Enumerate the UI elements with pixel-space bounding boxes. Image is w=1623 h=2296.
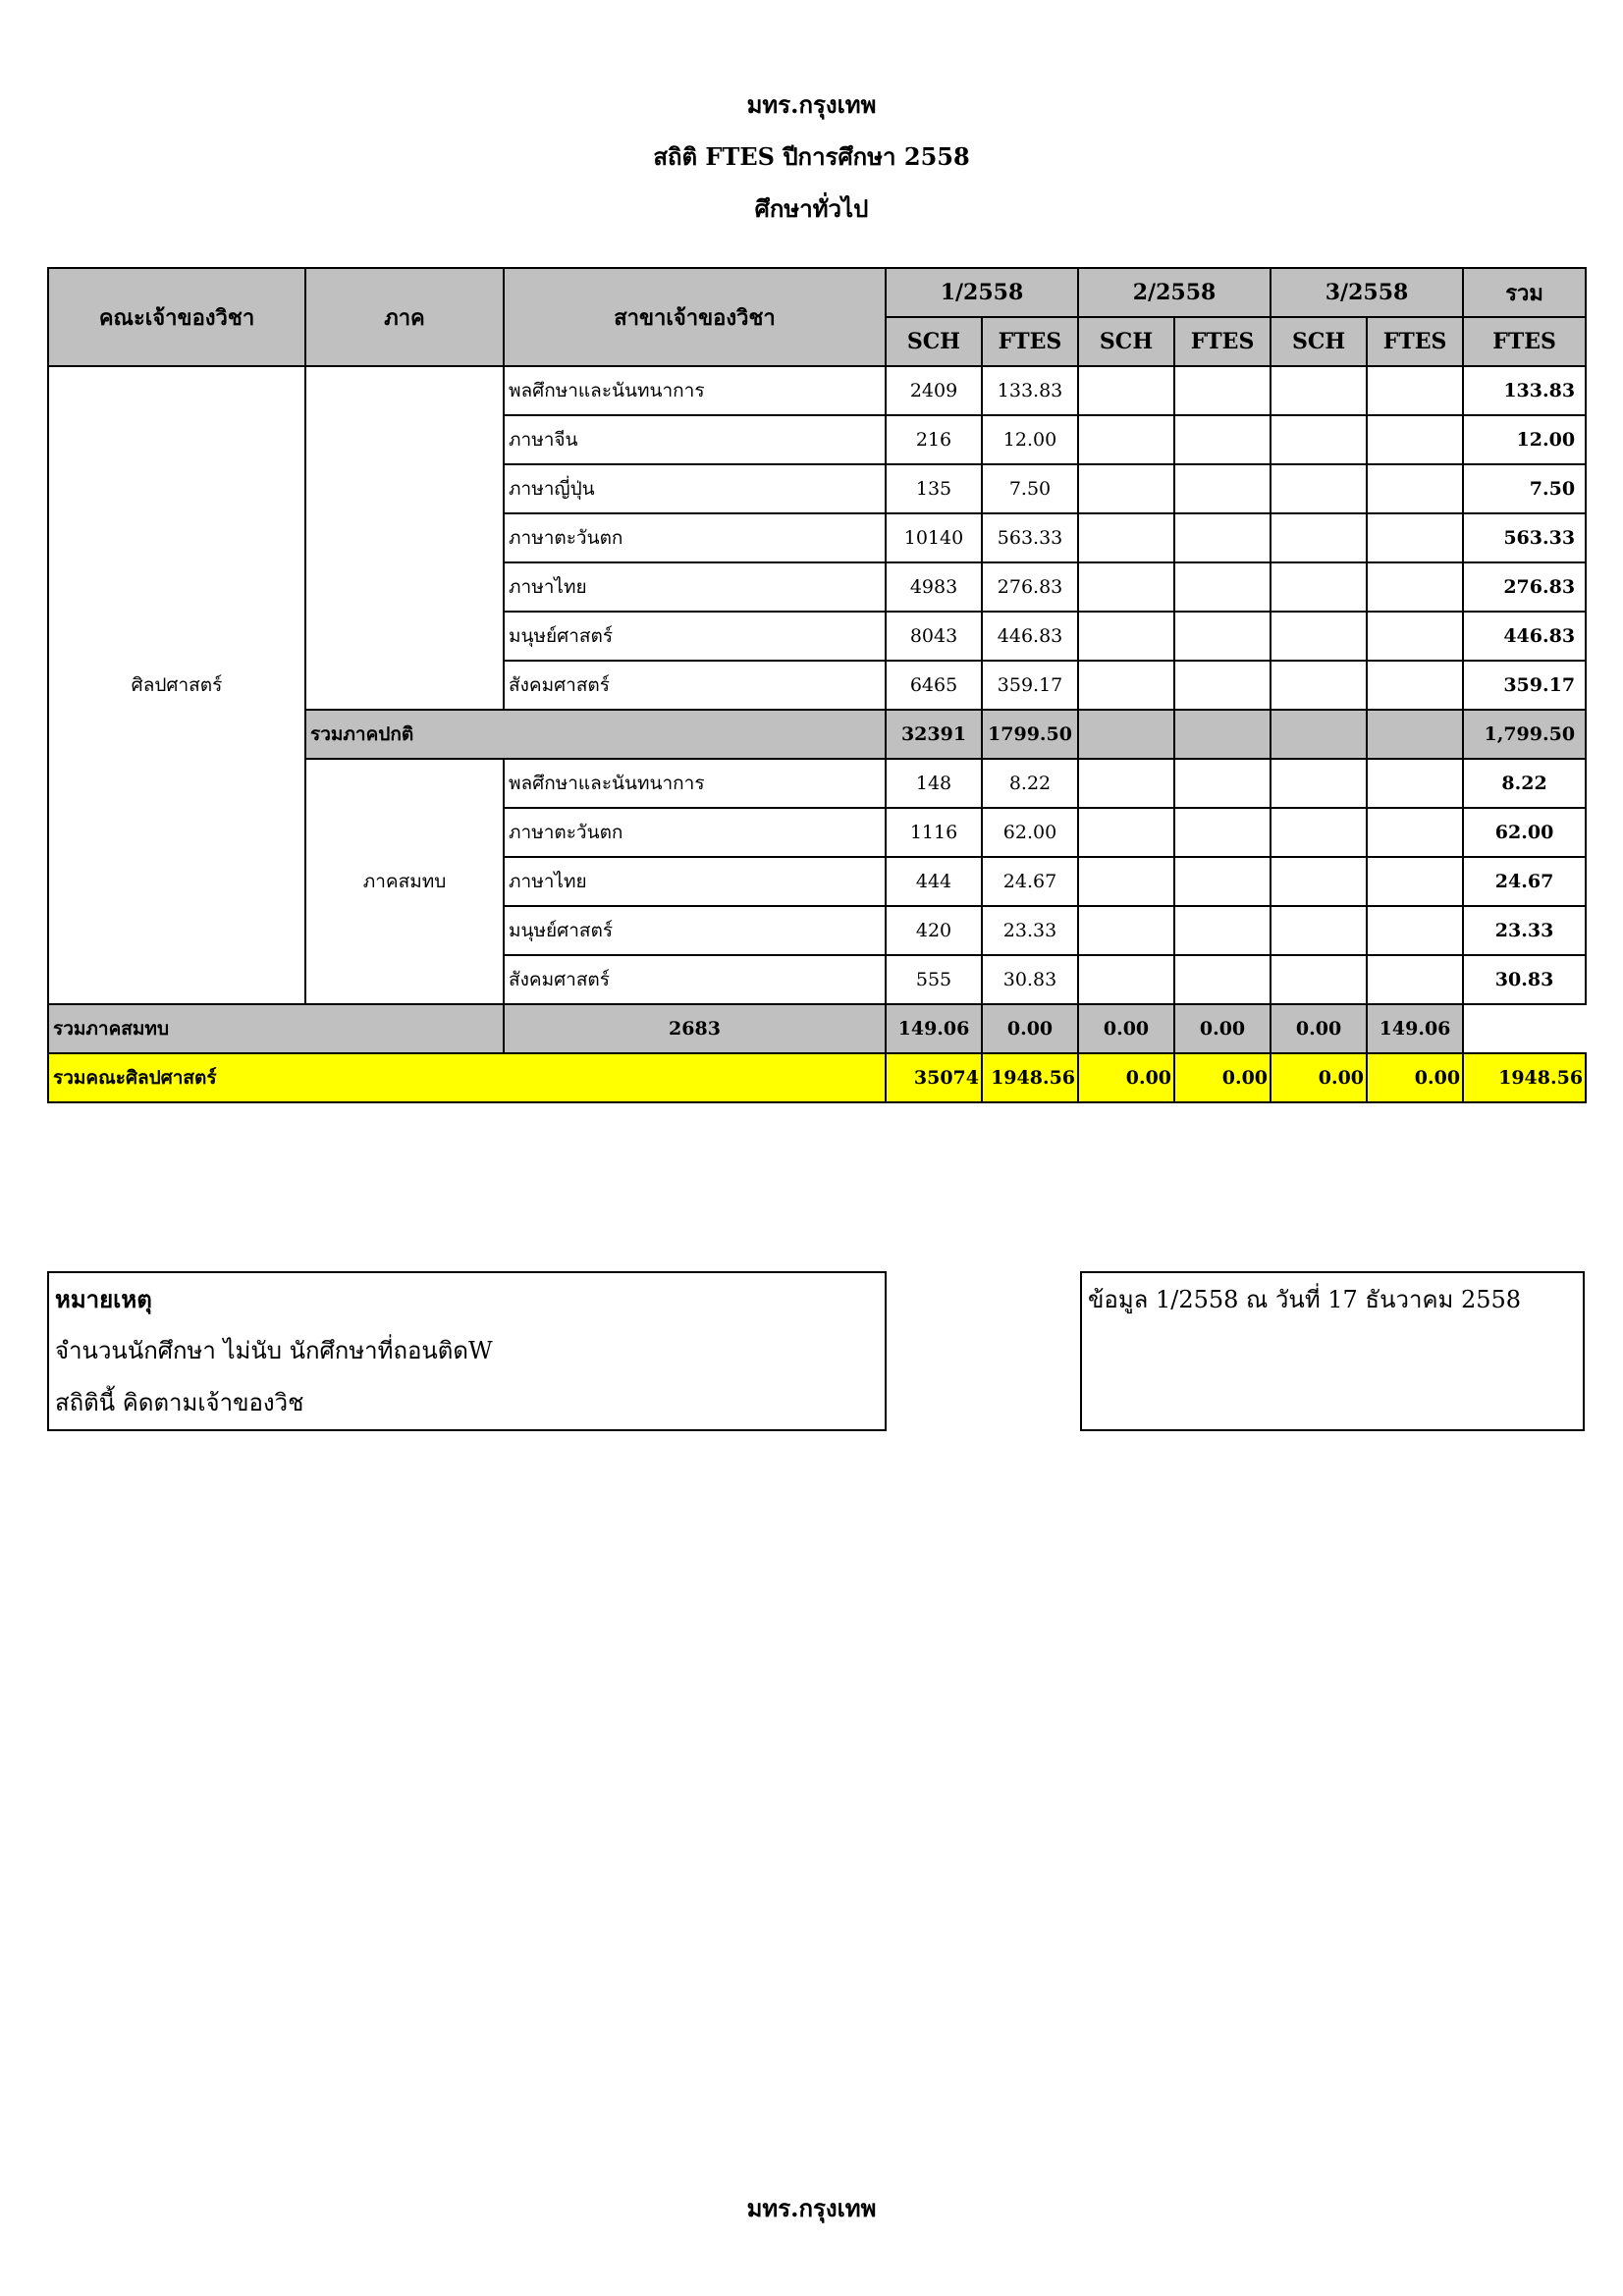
special-total-label: รวมภาคสมทบ bbox=[48, 1004, 504, 1053]
faculty-total-ftes: 1948.56 bbox=[982, 1053, 1078, 1102]
notes-line-2: สถิตินี้ คิดตามเจ้าของวิช bbox=[55, 1389, 304, 1416]
regular-total-sum: 1,799.50 bbox=[1463, 710, 1586, 759]
sch-value: 1116 bbox=[886, 808, 982, 857]
total-ftes-value: 446.83 bbox=[1463, 612, 1586, 661]
branch-name: ภาษาตะวันตก bbox=[504, 513, 886, 562]
ftes-value: 359.17 bbox=[982, 661, 1078, 710]
special-total-sch2: 0.00 bbox=[982, 1004, 1078, 1053]
branch-name: ภาษาไทย bbox=[504, 562, 886, 612]
branch-name: สังคมศาสตร์ bbox=[504, 955, 886, 1004]
total-ftes-value: 276.83 bbox=[1463, 562, 1586, 612]
special-total-sum: 149.06 bbox=[1367, 1004, 1463, 1053]
col-header-sch-3: SCH bbox=[1271, 317, 1367, 366]
faculty-total-sum: 1948.56 bbox=[1463, 1053, 1586, 1102]
special-section-name: ภาคสมทบ bbox=[305, 759, 504, 1004]
header-institution: มทร.กรุงเทพ bbox=[746, 90, 877, 119]
sch-value: 135 bbox=[886, 464, 982, 513]
col-header-total: รวม bbox=[1463, 268, 1586, 317]
total-ftes-value: 12.00 bbox=[1463, 415, 1586, 464]
branch-name: ภาษาจีน bbox=[504, 415, 886, 464]
faculty-total-row bbox=[48, 1053, 1586, 1102]
data-date-text: ข้อมูล 1/2558 ณ วันที่ 17 ธันวาคม 2558 bbox=[1088, 1286, 1522, 1313]
faculty-name: ศิลปศาสตร์ bbox=[48, 366, 305, 1004]
sch-value: 2409 bbox=[886, 366, 982, 415]
table-row bbox=[48, 366, 1586, 415]
header-subtitle: ศึกษาทั่วไป bbox=[754, 194, 869, 223]
ftes-value: 12.00 bbox=[982, 415, 1078, 464]
ftes-value: 7.50 bbox=[982, 464, 1078, 513]
branch-name: มนุษย์ศาสตร์ bbox=[504, 906, 886, 955]
sch-value: 148 bbox=[886, 759, 982, 808]
ftes-value: 62.00 bbox=[982, 808, 1078, 857]
faculty-total-ftes2: 0.00 bbox=[1174, 1053, 1271, 1102]
ftes-value: 30.83 bbox=[982, 955, 1078, 1004]
notes-title: หมายเหตุ bbox=[55, 1285, 152, 1313]
col-header-branch: สาขาเจ้าของวิชา bbox=[504, 268, 886, 366]
regular-section-cell bbox=[305, 366, 504, 710]
sch-value: 555 bbox=[886, 955, 982, 1004]
col-header-ftes-3: FTES bbox=[1367, 317, 1463, 366]
sch-value: 420 bbox=[886, 906, 982, 955]
col-header-ftes-1: FTES bbox=[982, 317, 1078, 366]
special-total-ftes3: 0.00 bbox=[1271, 1004, 1367, 1053]
faculty-total-sch: 35074 bbox=[886, 1053, 982, 1102]
total-ftes-value: 24.67 bbox=[1463, 857, 1586, 906]
special-total-row bbox=[48, 1004, 1586, 1053]
ftes-value: 446.83 bbox=[982, 612, 1078, 661]
branch-name: ภาษาญี่ปุ่น bbox=[504, 464, 886, 513]
footer-institution: มทร.กรุงเทพ bbox=[746, 2194, 877, 2222]
col-header-ftes-2: FTES bbox=[1174, 317, 1271, 366]
total-ftes-value: 7.50 bbox=[1463, 464, 1586, 513]
branch-name: มนุษย์ศาสตร์ bbox=[504, 612, 886, 661]
sch-value: 10140 bbox=[886, 513, 982, 562]
special-total-ftes: 149.06 bbox=[886, 1004, 982, 1053]
col-header-term3: 3/2558 bbox=[1271, 268, 1463, 317]
total-ftes-value: 30.83 bbox=[1463, 955, 1586, 1004]
branch-name: พลศึกษาและนันทนาการ bbox=[504, 366, 886, 415]
total-ftes-value: 62.00 bbox=[1463, 808, 1586, 857]
notes-box bbox=[47, 1271, 887, 1431]
col-header-sch-2: SCH bbox=[1078, 317, 1174, 366]
ftes-value: 133.83 bbox=[982, 366, 1078, 415]
col-header-term1: 1/2558 bbox=[886, 268, 1078, 317]
total-ftes-value: 23.33 bbox=[1463, 906, 1586, 955]
col-header-sch-1: SCH bbox=[886, 317, 982, 366]
branch-name: สังคมศาสตร์ bbox=[504, 661, 886, 710]
total-ftes-value: 133.83 bbox=[1463, 366, 1586, 415]
regular-total-label: รวมภาคปกติ bbox=[305, 710, 886, 759]
col-header-total-ftes: FTES bbox=[1463, 317, 1586, 366]
branch-name: พลศึกษาและนันทนาการ bbox=[504, 759, 886, 808]
notes-line-1: จำนวนนักศึกษา ไม่นับ นักศึกษาที่ถอนติดW bbox=[55, 1337, 493, 1364]
total-ftes-value: 359.17 bbox=[1463, 661, 1586, 710]
ftes-value: 563.33 bbox=[982, 513, 1078, 562]
special-total-sch: 2683 bbox=[504, 1004, 886, 1053]
branch-name: ภาษาตะวันตก bbox=[504, 808, 886, 857]
data-date-box bbox=[1080, 1271, 1585, 1431]
col-header-section: ภาค bbox=[305, 268, 504, 366]
faculty-total-sch3: 0.00 bbox=[1271, 1053, 1367, 1102]
regular-total-sch: 32391 bbox=[886, 710, 982, 759]
sch-value: 8043 bbox=[886, 612, 982, 661]
ftes-value: 276.83 bbox=[982, 562, 1078, 612]
sch-value: 6465 bbox=[886, 661, 982, 710]
sch-value: 216 bbox=[886, 415, 982, 464]
sch-value: 4983 bbox=[886, 562, 982, 612]
special-total-sch3: 0.00 bbox=[1174, 1004, 1271, 1053]
ftes-value: 23.33 bbox=[982, 906, 1078, 955]
ftes-value: 8.22 bbox=[982, 759, 1078, 808]
branch-name: ภาษาไทย bbox=[504, 857, 886, 906]
ftes-value: 24.67 bbox=[982, 857, 1078, 906]
col-header-term2: 2/2558 bbox=[1078, 268, 1271, 317]
col-header-faculty: คณะเจ้าของวิชา bbox=[48, 268, 305, 366]
total-ftes-value: 563.33 bbox=[1463, 513, 1586, 562]
faculty-total-ftes3: 0.00 bbox=[1367, 1053, 1463, 1102]
faculty-total-label: รวมคณะศิลปศาสตร์ bbox=[48, 1053, 886, 1102]
sch-value: 444 bbox=[886, 857, 982, 906]
special-total-ftes2: 0.00 bbox=[1078, 1004, 1174, 1053]
regular-total-ftes: 1799.50 bbox=[982, 710, 1078, 759]
faculty-total-sch2: 0.00 bbox=[1078, 1053, 1174, 1102]
header-report-title: สถิติ FTES ปีการศึกษา 2558 bbox=[653, 142, 970, 171]
total-ftes-value: 8.22 bbox=[1463, 759, 1586, 808]
ftes-table bbox=[47, 267, 1587, 1103]
